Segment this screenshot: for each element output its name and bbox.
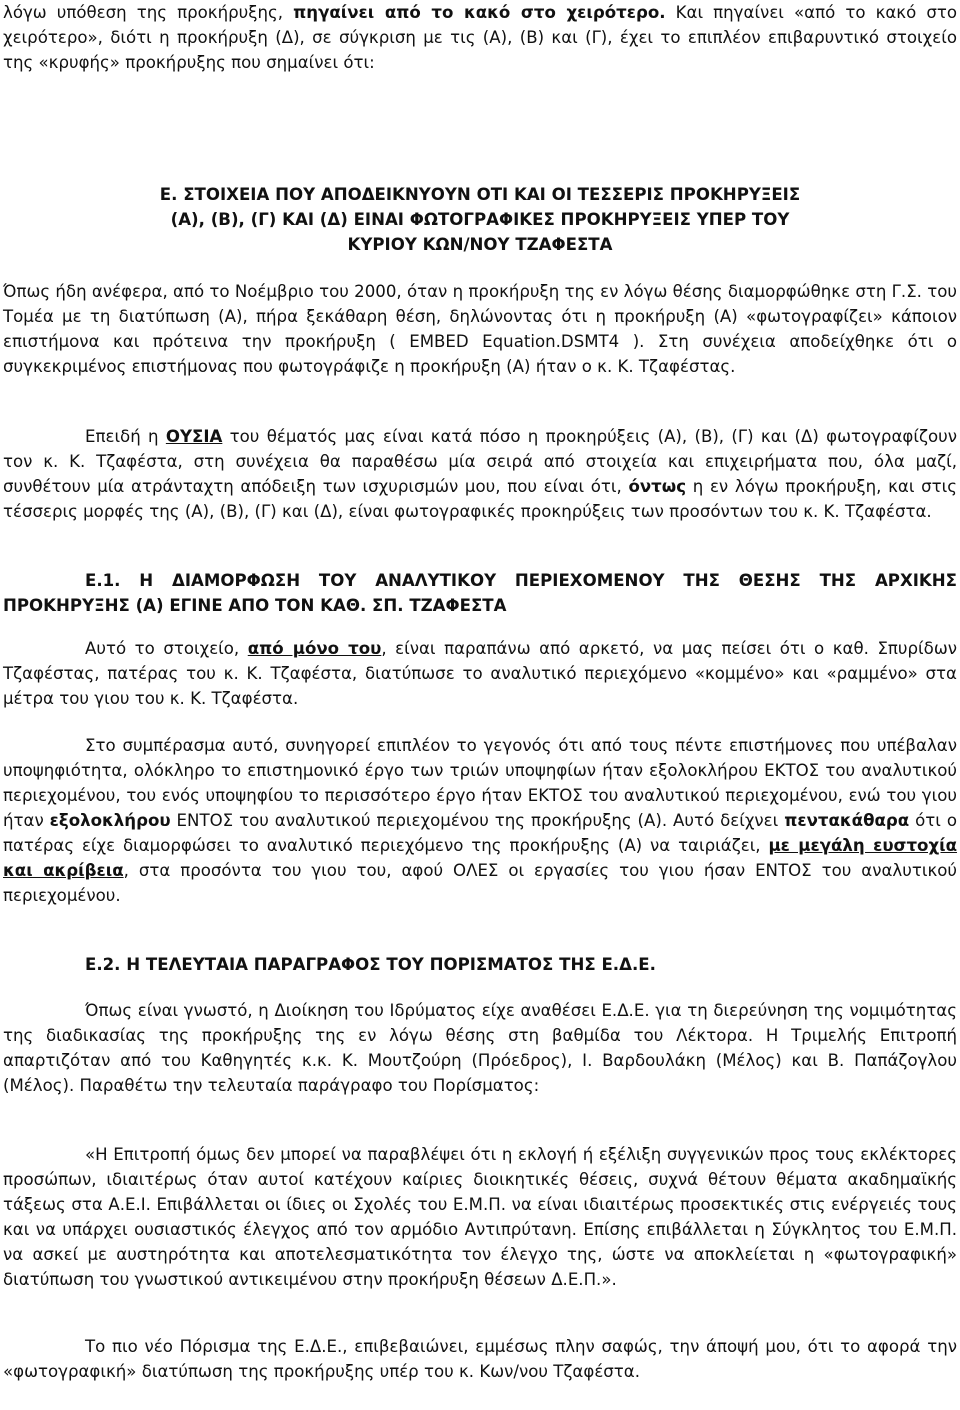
intro-paragraph (3, 0, 957, 75)
intro-bold-text: πηγαίνει από το κακό στο χειρότερο. (293, 3, 666, 22)
section-e-heading-line-1: Ε. ΣΤΟΙΧΕΙΑ ΠΟΥ ΑΠΟΔΕΙΚΝΥΟΥΝ ΟΤΙ ΚΑΙ ΟΙ ΤΕΣΣΕΡΙΣ ΠΡΟΚΗΡΥΞΕΙΣ (159, 185, 801, 204)
section-e-paragraph-1: Όπως ήδη ανέφερα, από το Νοέμβριο του 2000, όταν η προκήρυξη της εν λόγω θέσης διαμορφώθηκε στη Γ.Σ. του Τομέα με τη διατύπωση (Α), πήρα ξεκάθαρη θέση, δηλώνοντας ότι η προκήρυξη (Α) «φωτογραφίζει» κάποιον επιστήμονα και πρότεινα την προκήρυξη ( EMBED Equation.DSMT4 ). Στη συνέχεια αποδείχθηκε ότι ο συγκεκριμένος επιστήμονας που φωτογράφιζε η προκήρυξη (Α) ήταν ο κ. Κ. Τζαφέστας. (3, 282, 957, 376)
section-e1-p2-bold-1: εξολοκλήρου (49, 811, 171, 830)
intro-text-2: Και πηγαίνει «από το κακό στο χειρότερο», διότι η προκήρυξη (Δ), σε σύγκριση με τις (Α), (Β) και (Γ), έχει το επιπλέον επιβαρυντικό στοιχείο της «κρυφής» προκήρυξης που σημαίνει ότι: (3, 3, 957, 72)
section-e-p2-bold-ousia: ΟΥΣΙΑ (165, 427, 223, 446)
section-e1-heading: Ε.1. Η ΔΙΑΜΟΡΦΩΣΗ ΤΟΥ ΑΝΑΛΥΤΙΚΟΥ ΠΕΡΙΕΧΟΜΕΝΟΥ ΤΗΣ ΘΕΣΗΣ ΤΗΣ ΑΡΧΙΚΗΣ ΠΡΟΚΗΡΥΞΗΣ (Α) ΕΓΙΝΕ ΑΠΟ ΤΟΝ ΚΑΘ. ΣΠ. ΤΖΑΦΕΣΤΑ (3, 571, 957, 615)
section-e1-p2-text-c: ότι ο πατέρας είχε διαμορφώσει το αναλυτικό περιεχόμενο της προκήρυξης (Α) να ταιριάζει, (3, 811, 957, 855)
section-e1-p2-bold-2: πεντακάθαρα (784, 811, 910, 830)
section-e2-paragraph-1: Όπως είναι γνωστό, η Διοίκηση του Ιδρύματος είχε αναθέσει Ε.Δ.Ε. για τη διερεύνηση της νομιμότητας της διαδικασίας της προκήρυξης της εν λόγω θέσης στη βαθμίδα του Λέκτορα. Η Τριμελής Επιτροπή απαρτιζόταν από του Καθηγητές κ.κ. Κ. Μουτζούρη (Πρόεδρος), Ι. Βαρδουλάκη (Μέλος) και Β. Παπάζογλου (Μέλος). Παραθέτω την τελευταία παράγραφο του Πορίσματος: (3, 1001, 957, 1095)
section-e-heading (3, 182, 957, 257)
section-e1-p2-text-b: ΕΝΤΟΣ του αναλυτικού περιεχομένου της προκήρυξης (Α). Αυτό δείχνει (170, 811, 785, 830)
section-e2-heading: Ε.2. Η ΤΕΛΕΥΤΑΙΑ ΠΑΡΑΓΡΑΦΟΣ ΤΟΥ ΠΟΡΙΣΜΑΤΟΣ ΤΗΣ Ε.Δ.Ε. (85, 955, 656, 974)
section-e-heading-line-3: ΚΥΡΙΟΥ ΚΩΝ/ΝΟΥ ΤΖΑΦΕΣΤΑ (347, 235, 613, 254)
section-e1-paragraph-1 (3, 636, 957, 711)
section-e1-p1-text-a: Αυτό το στοιχείο, (85, 639, 248, 658)
section-e1-paragraph-2 (3, 733, 957, 908)
section-e1-p2-text-a: Στο συμπέρασμα αυτό, συνηγορεί επιπλέον το γεγονός ότι από τους πέντε επιστήμονες που υπέβαλαν υποψηφιότητα, ολόκληρο το επιστημονικό έργο των τριών υποψηφίων ήταν εξολοκλήρου ΕΚΤΟΣ του αναλυτικού περιεχομένου, του ενός υποψηφίου το περισσότερο έργο ήταν ΕΚΤΟΣ του αναλυτικού περιεχομένου, ενώ του γιου ήταν (3, 736, 957, 830)
section-e1-p2-text-d: , στα προσόντα του γιου του, αφού ΟΛΕΣ οι εργασίες του γιου ήσαν ΕΝΤΟΣ του αναλυτικού περιεχομένου. (3, 861, 957, 905)
section-e-p2-text-c: η εν λόγω προκήρυξη, και στις τέσσερις μορφές της (Α), (Β), (Γ) και (Δ), είναι φωτογραφικές προκηρύξεις των προσόντων του κ. Κ. Τζαφέστα. (3, 477, 957, 521)
section-e-p2-text-b: του θέματός μας είναι κατά πόσο η προκηρύξεις (Α), (Β), (Γ) και (Δ) φωτογραφίζουν τον κ. Κ. Τζαφέστα, στη συνέχεια θα παραθέσω μία σειρά από στοιχεία και επιχειρήματα που, όλα μαζί, συνθέτουν μία ατράνταχτη απόδειξη των ισχυρισμών μου, που είναι ότι, (3, 427, 958, 496)
section-e1-p1-text-b: , είναι παραπάνω από αρκετό, να μας πείσει ότι ο καθ. Σπυρίδων Τζαφέστας, πατέρας του κ. Κ. Τζαφέστα, διατύπωσε το αναλυτικό περιεχόμενο «κομμένο» και «ραμμένο» στα μέτρα του γιου του κ. Κ. Τζαφέστα. (3, 639, 957, 708)
section-e-heading-line-2: (Α), (Β), (Γ) ΚΑΙ (Δ) ΕΙΝΑΙ ΦΩΤΟΓΡΑΦΙΚΕΣ ΠΡΟΚΗΡΥΞΕΙΣ ΥΠΕΡ ΤΟΥ (170, 210, 790, 229)
section-e-p2-text-a: Επειδή η (85, 427, 166, 446)
section-e2-paragraph-2: Το πιο νέο Πόρισμα της Ε.Δ.Ε., επιβεβαιώνει, εμμέσως πλην σαφώς, την άποψή μου, ότι το αφορά την «φωτογραφική» διατύπωση της προκήρυξης υπέρ του κ. Κων/νου Τζαφέστα. (3, 1337, 957, 1381)
section-e1-p2-bold-3: με μεγάλη ευστοχία και ακρίβεια (3, 836, 958, 880)
section-e1-p1-bold: από μόνο του (247, 639, 382, 658)
intro-text-1: λόγω υπόθεση της προκήρυξης, (3, 3, 294, 22)
section-e-p2-bold-ontos: όντως (628, 477, 687, 496)
section-e2-quote: «Η Επιτροπή όμως δεν μπορεί να παραβλέψει ότι η εκλογή ή εξέλιξη συγγενικών προς τους εκλέκτορες προσώπων, ιδιαιτέρως όταν αυτοί κατέχουν καίριες διοικητικές θέσεις, συχνά θέτουν θέματα ακαδημαϊκής τάξεως στα Α.Ε.Ι. Επιβάλλεται οι ίδιες οι Σχολές του Ε.Μ.Π. να είναι ιδιαιτέρως προσεκτικές στις ενέργειές τους και να υπάρχει ουσιαστικός έλεγχος από τον αρμόδιο Αντιπρύτανη. Επίσης επιβάλλεται η Σύγκλητος του Ε.Μ.Π. να ασκεί με αυστηρότητα και αποτελεσματικότητα τον έλεγχο της, ώστε να αποκλείεται η «φωτογραφική» διατύπωση του γνωστικού αντικειμένου στην προκήρυξη θέσεων Δ.Ε.Π.». (3, 1145, 957, 1289)
section-e-paragraph-2 (3, 424, 957, 524)
